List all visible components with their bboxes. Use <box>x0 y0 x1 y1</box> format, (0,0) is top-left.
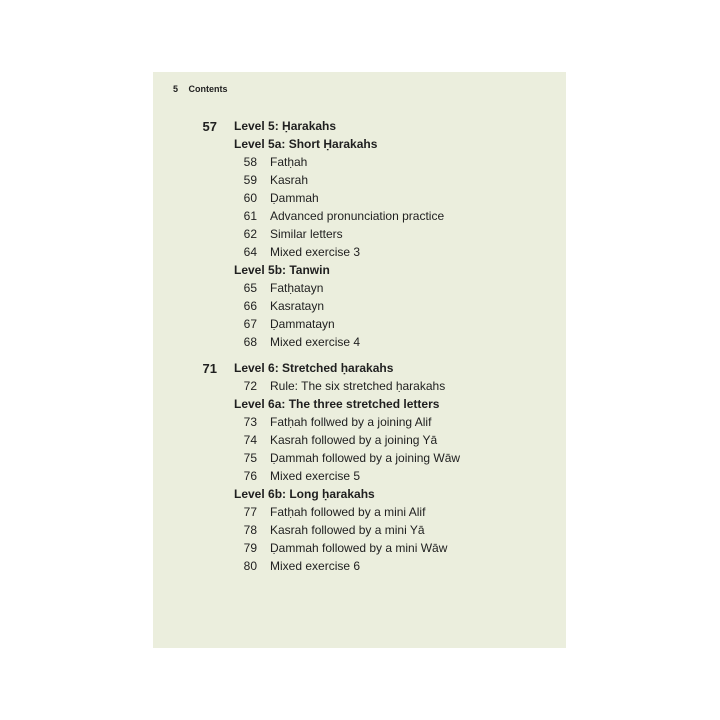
toc-item-title: Fatḥah followed by a mini Alif <box>270 505 426 519</box>
toc-subsection-title: Level 6b: Long ḥarakahs <box>234 487 375 501</box>
toc-item-page: 78 <box>243 523 257 537</box>
toc-item-page: 80 <box>243 559 257 573</box>
toc-item-page: 59 <box>243 173 257 187</box>
toc-item-page: 77 <box>243 505 257 519</box>
toc-item-title: Mixed exercise 3 <box>270 245 361 259</box>
toc-item-title: Kasrah <box>270 173 309 187</box>
toc-item-title: Kasrah followed by a mini Yā <box>270 523 425 537</box>
toc-item-page: 72 <box>243 379 257 393</box>
toc-subsection-title: Level 6a: The three stretched letters <box>234 397 440 411</box>
toc-item-page: 64 <box>243 245 257 259</box>
toc-item-page: 67 <box>243 317 257 331</box>
toc-item-page: 62 <box>243 227 257 241</box>
toc-item-title: Fatḥatayn <box>270 281 324 295</box>
toc-item-title: Ḍammah followed by a mini Wāw <box>270 541 448 555</box>
toc-item-page: 66 <box>243 299 257 313</box>
toc-item-title: Advanced pronunciation practice <box>270 209 445 223</box>
book-page <box>153 72 566 648</box>
toc-item-title: Similar letters <box>270 227 343 241</box>
toc-item-title: Fatḥah <box>270 155 308 169</box>
toc-item-page: 65 <box>243 281 257 295</box>
toc-item-title: Mixed exercise 5 <box>270 469 361 483</box>
toc-item-page: 74 <box>243 433 257 447</box>
toc-item-title: Mixed exercise 6 <box>270 559 361 573</box>
toc-item-page: 58 <box>243 155 257 169</box>
toc-item-title: Ḍammatayn <box>270 317 335 331</box>
toc-level-title: Level 5: Ḥarakahs <box>234 119 337 133</box>
toc-item-page: 76 <box>243 469 257 483</box>
toc-level-page: 57 <box>202 119 217 134</box>
toc-item-title: Kasrah followed by a joining Yā <box>270 433 438 447</box>
toc-item-title: Ḍammah <box>270 191 319 205</box>
running-head-page-number: 5 <box>173 84 179 94</box>
toc-item-page: 68 <box>243 335 257 349</box>
toc-subsection-title: Level 5b: Tanwin <box>234 263 330 277</box>
toc-item-page: 61 <box>243 209 257 223</box>
toc-level-title: Level 6: Stretched ḥarakahs <box>234 361 394 375</box>
toc-item-page: 60 <box>243 191 257 205</box>
toc-item-page: 79 <box>243 541 257 555</box>
toc-item-title: Kasratayn <box>270 299 325 313</box>
toc-subsection-title: Level 5a: Short Ḥarakahs <box>234 137 378 151</box>
running-head-title: Contents <box>188 84 228 94</box>
toc-item-title: Rule: The six stretched ḥarakahs <box>270 379 446 393</box>
toc-level-page: 71 <box>202 361 217 376</box>
toc-item-title: Mixed exercise 4 <box>270 335 361 349</box>
toc-item-page: 75 <box>243 451 257 465</box>
toc-item-title: Fatḥah follwed by a joining Alif <box>270 415 432 429</box>
toc-item-page: 73 <box>243 415 257 429</box>
toc-item-title: Ḍammah followed by a joining Wāw <box>270 451 461 465</box>
running-head <box>173 84 228 94</box>
